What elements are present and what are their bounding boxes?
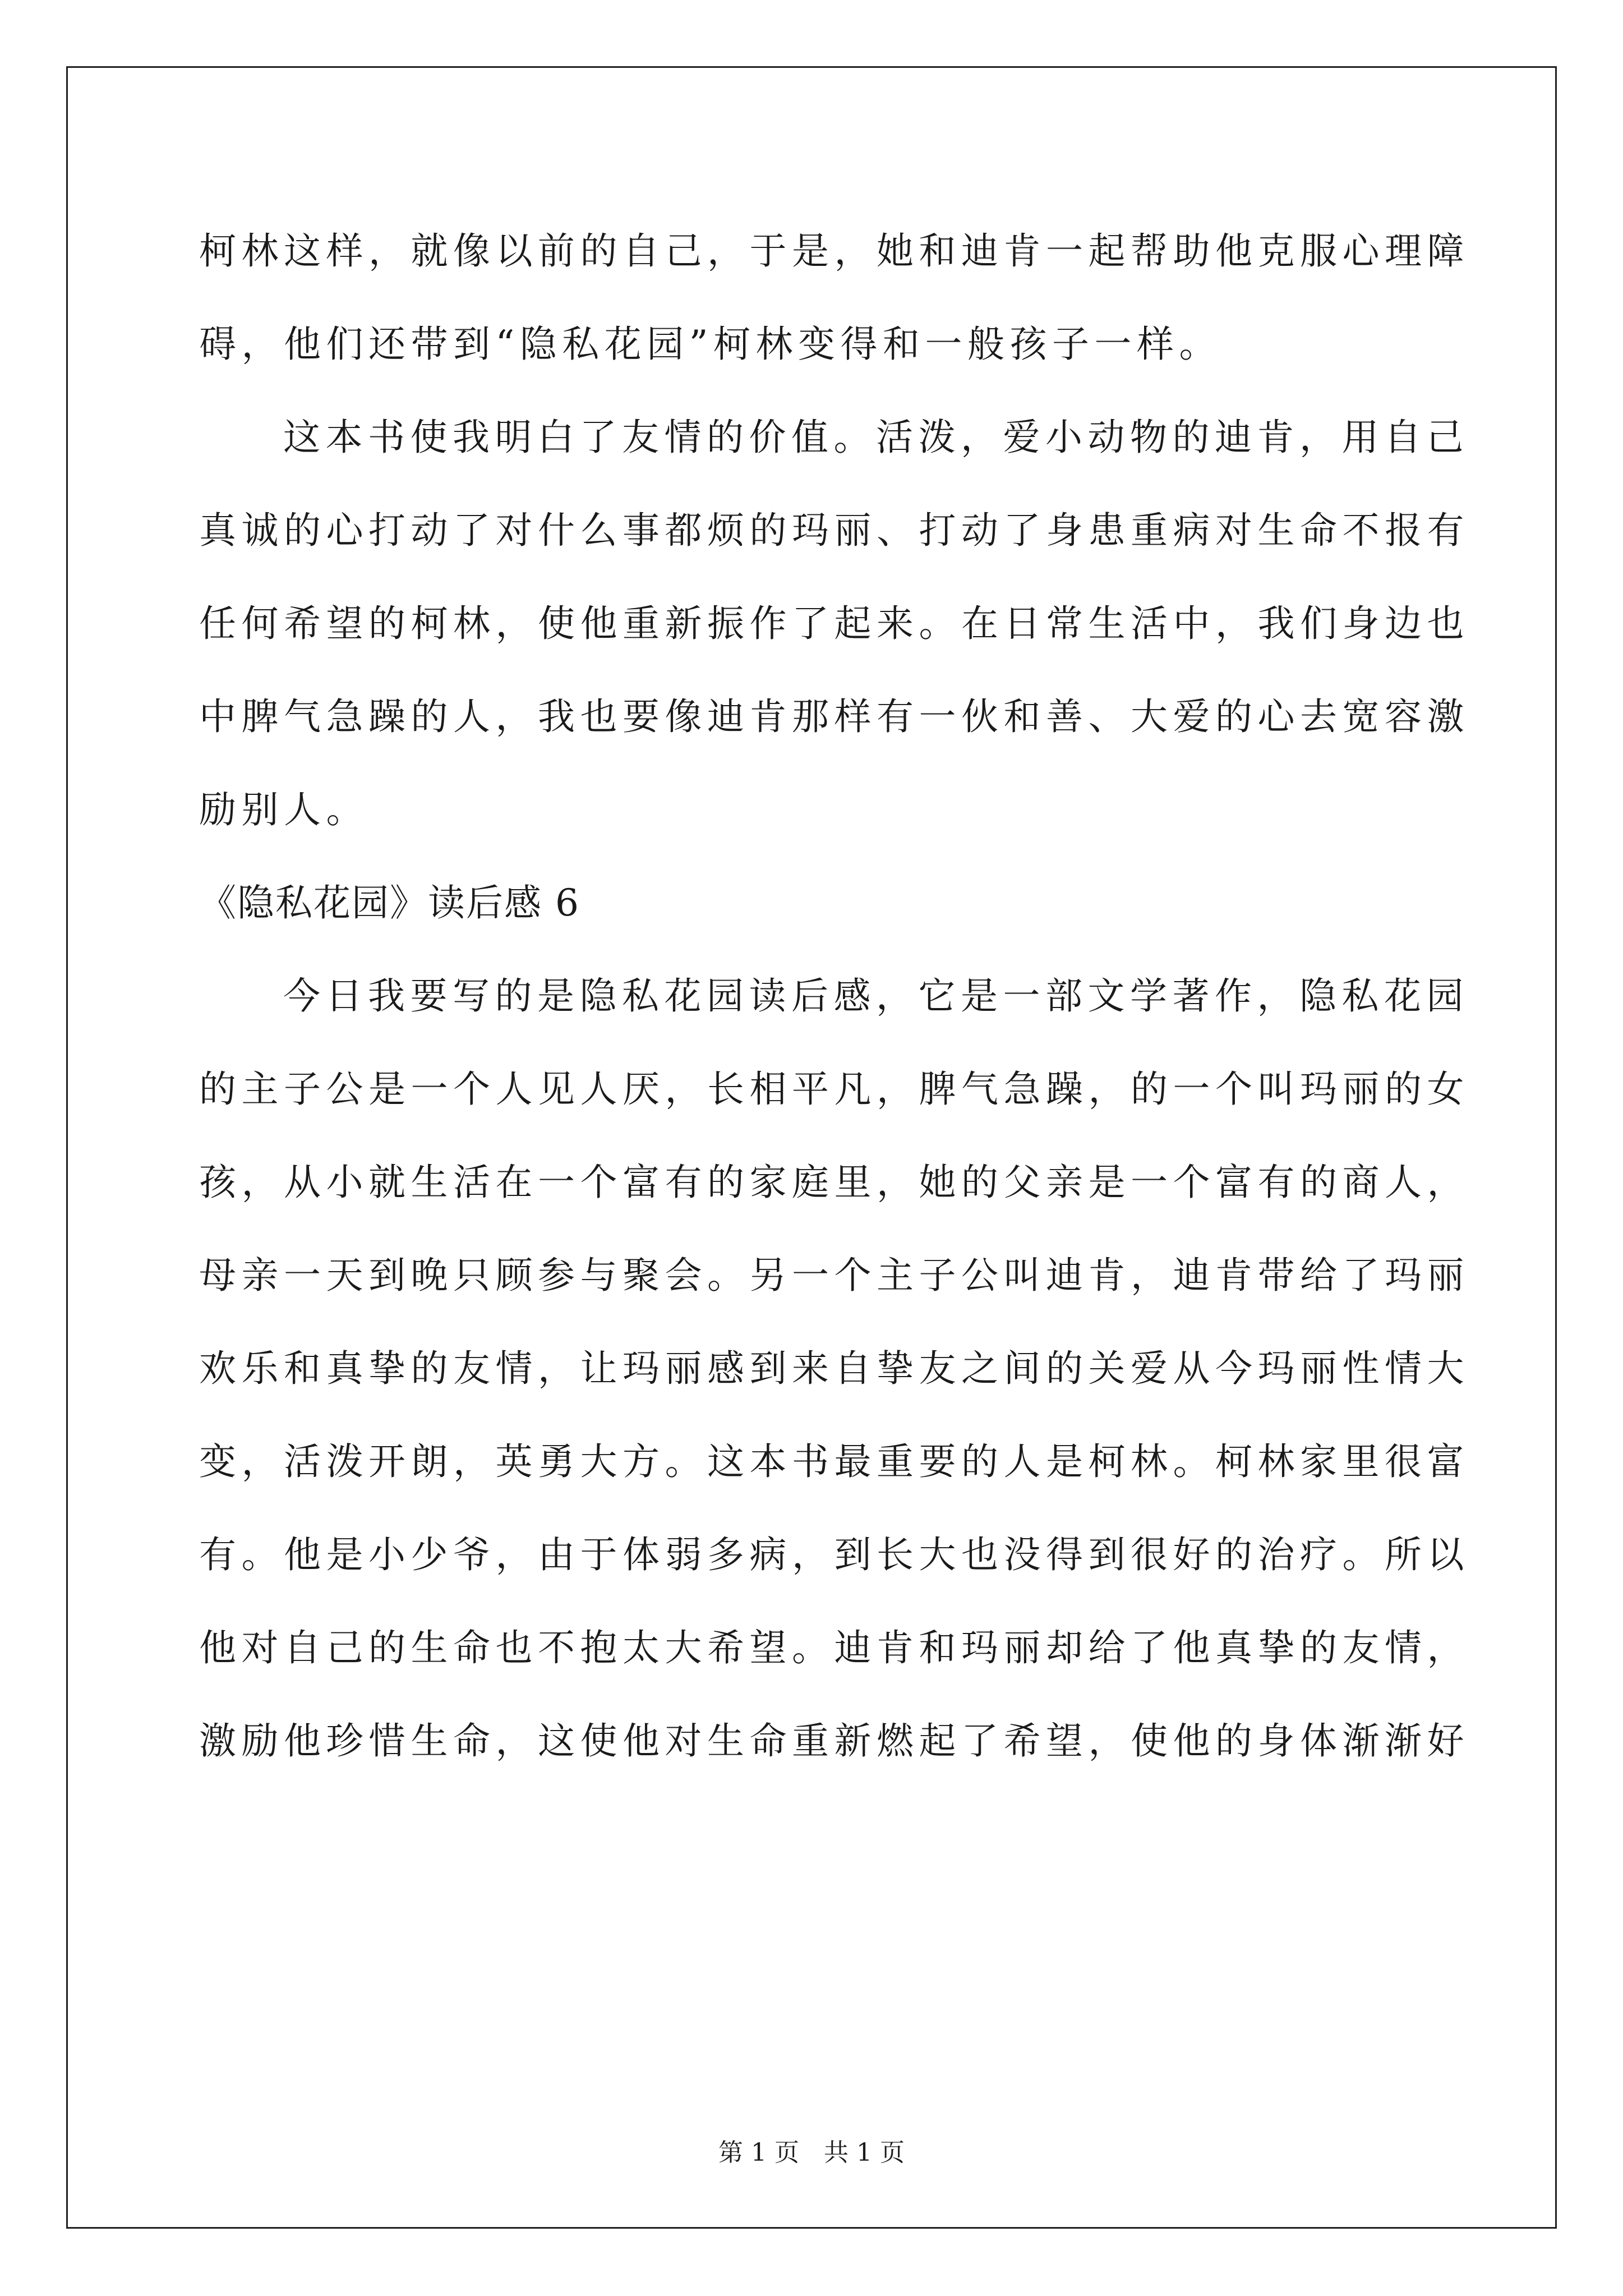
text-line: 欢乐和真挚的友情，让玛丽感到来自挚友之间的关爱从今玛丽性情大: [199, 1347, 1469, 1390]
page-footer: 第 1 页 共 1 页: [718, 2138, 905, 2167]
text-line: 碍，他们还带到“隐私花园”柯林变得和一般孩子一样。: [199, 323, 1221, 366]
text-line: 励别人。: [199, 788, 368, 831]
text-line: 今日我要写的是隐私花园读后感，它是一部文学著作，隐私花园: [283, 974, 1469, 1018]
text-line: 他对自己的生命也不抱太大希望。迪肯和玛丽却给了他真挚的友情，: [199, 1626, 1469, 1669]
paragraph: [199, 216, 1469, 402]
text-line: 变，活泼开朗，英勇大方。这本书最重要的人是柯林。柯林家里很富: [199, 1440, 1469, 1483]
text-line: 柯林这样，就像以前的自己，于是，她和迪肯一起帮助他克服心理障: [199, 229, 1469, 273]
text-line: 真诚的心打动了对什么事都烦的玛丽、打动了身患重病对生命不报有: [199, 509, 1469, 552]
paragraph: [199, 961, 1469, 1799]
text-line: 任何希望的柯林，使他重新振作了起来。在日常生活中，我们身边也: [199, 602, 1469, 645]
text-line: 孩，从小就生活在一个富有的家庭里，她的父亲是一个富有的商人，: [199, 1161, 1469, 1204]
text-line: 母亲一天到晚只顾参与聚会。另一个主子公叫迪肯，迪肯带给了玛丽: [199, 1254, 1469, 1297]
paragraph: [199, 402, 1469, 868]
text-line: 激励他珍惜生命，这使他对生命重新燃起了希望，使他的身体渐渐好: [199, 1719, 1469, 1763]
text-line: 的主子公是一个人见人厌，长相平凡，脾气急躁，的一个叫玛丽的女: [199, 1068, 1469, 1111]
section-heading: 《隐私花园》读后感 6: [199, 881, 580, 924]
document-body: [199, 216, 1469, 1799]
text-line: 中脾气急躁的人，我也要像迪肯那样有一伙和善、大爱的心去宽容激: [199, 695, 1469, 738]
text-line: 有。他是小少爷，由于体弱多病，到长大也没得到很好的治疗。所以: [199, 1533, 1469, 1576]
text-line: 这本书使我明白了友情的价值。活泼，爱小动物的迪肯，用自己: [283, 416, 1469, 459]
